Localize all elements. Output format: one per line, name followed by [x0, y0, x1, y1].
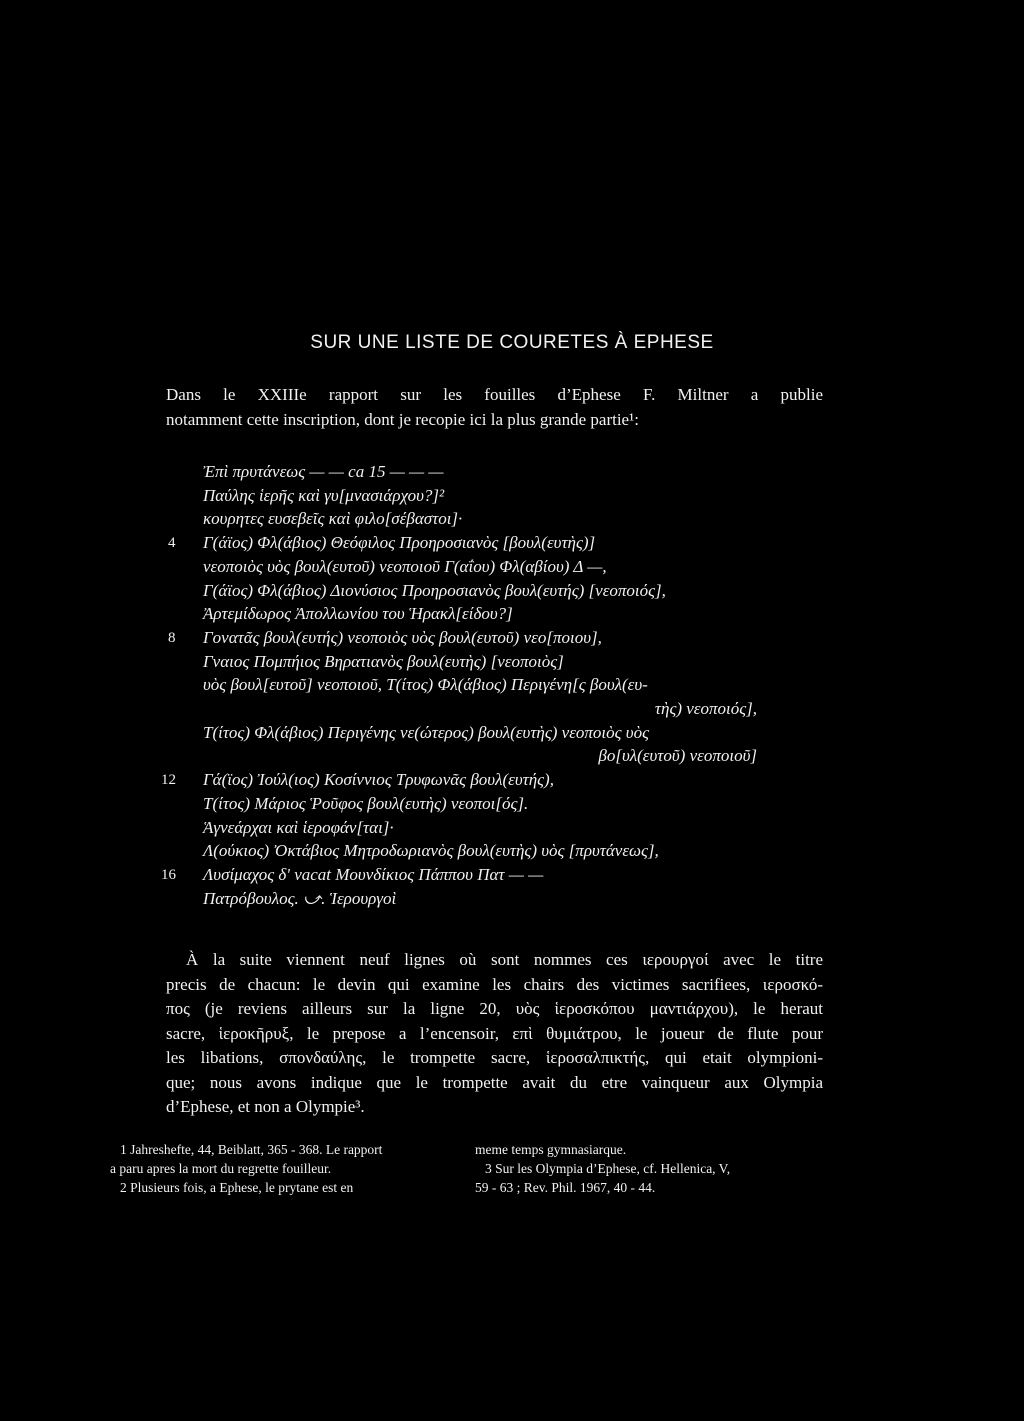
line-number: 16 [161, 866, 176, 883]
inscription-line: βο[υλ(ευτοῦ) νεοποιοῦ] [598, 746, 757, 766]
footnote-left-line: a paru apres la mort du regrette fouilleur. [110, 1161, 332, 1176]
footnote-right-line: 59 - 63 ; Rev. Phil. 1967, 40 - 44. [475, 1180, 656, 1195]
inscription-line: τὴς) νεοποιός], [654, 699, 757, 718]
inscription-line: Παύλης ἱερῆς καὶ γυ[μνασιάρχου?]² [203, 485, 445, 505]
inscription-line: Γά(ϊος) Ἰούλ(ιος) Κοσίννιος Τρυφωνᾶς βουλ(ευτής), [203, 770, 554, 790]
body-line: πος (je reviens ailleurs sur la ligne 20, υὸς ἱεροσκόπου μαντιάρχου), le heraut [166, 999, 823, 1018]
body-line: À la suite viennent neuf lignes où sont nommes ces ιερουργοί avec le titre [186, 950, 823, 969]
body-line: que; nous avons indique que le trompette avait du etre vainqueur aux Olympia [166, 1072, 823, 1092]
intro-line: Dans le XXIIIe rapport sur les fouilles d’Ephese F. Miltner a publie [166, 385, 823, 404]
body-line: precis de chacun: le devin qui examine les chairs des victimes sacrifiees, ιεροσκό- [166, 974, 823, 994]
inscription-line: Λ(ούκιος) Ὀκτάβιος Μητροδωριανὸς βουλ(ευτὴς) υὸς [πρυτάνεως], [203, 841, 659, 861]
footnote-right-line: 3 Sur les Olympia d’Ephese, cf. Hellenica, V, [485, 1161, 731, 1176]
inscription-line: υὸς βουλ[ευτοῦ] νεοποιοῦ, Τ(ίτος) Φλ(άβιος) Περιγένη[ς βουλ(ευ- [203, 675, 648, 695]
inscription-line: νεοποιὸς υὸς βουλ(ευτοῦ) νεοποιοῦ Γ(αΐου) Φλ(αβίου) Δ —, [203, 556, 607, 576]
inscription-line: Τ(ίτος) Φλ(άβιος) Περιγένης νε(ώτερος) βουλ(ευτὴς) νεοποιὸς υὸς [203, 722, 649, 742]
page-title: SUR UNE LISTE DE COURETES À EPHESE [310, 332, 714, 353]
line-number: 12 [161, 772, 176, 789]
body-line: sacre, ἱεροκῆρυξ, le prepose a l’encensoir, επὶ θυμιάτρου, le joueur de flute pour [166, 1023, 823, 1043]
intro-line: notamment cette inscription, dont je recopie ici la plus grande partie¹: [166, 410, 639, 429]
footnote-right-line: meme temps gymnasiarque. [475, 1142, 627, 1157]
inscription-line: Τ(ίτος) Μάριος Ῥοῦφος βουλ(ευτὴς) νεοποι[ός]. [203, 793, 529, 813]
body-line: les libations, σπονδαύλης, le trompette sacre, ἱεροσαλπικτής, qui etait olympioni- [166, 1048, 823, 1067]
inscription-line: Ἁγνεάρχαι καὶ ἱεροφάν[ται]· [203, 817, 394, 837]
footnote-left-line: 1 Jahreshefte, 44, Beiblatt, 365 - 368. Le rapport [120, 1142, 383, 1157]
inscription-line: Πατρόβουλος. ⤻. Ἱερουργοὶ [203, 888, 397, 908]
inscription-line: Γονατᾶς βουλ(ευτής) νεοποιὸς υὸς βουλ(ευτοῦ) νεο[ποιου], [203, 627, 602, 647]
line-number: 4 [168, 535, 176, 552]
inscription-line: Γ(άϊος) Φλ(άβιος) Διονύσιος Προηροσιανὸς βουλ(ευτής) [νεοποιός], [203, 580, 666, 600]
inscription-line: Ἐπὶ πρυτάνεως — — ca 15 — — — [203, 462, 444, 481]
inscription-line: κουρητες ευσεβεῖς καὶ φιλο[σέβαστοι]· [203, 509, 463, 529]
inscription-line: Λυσίμαχος δʹ vacat Μουνδίκιος Πάππου Πατ — — [203, 864, 544, 884]
inscription-line: Γ(άϊος) Φλ(άβιος) Θεόφιλος Προηροσιανὸς [βουλ(ευτὴς)] [203, 533, 596, 553]
inscription-line: Γναιος Πομπήιος Βηρατιανὸς βουλ(ευτὴς) [νεοποιὸς] [203, 651, 564, 671]
line-number: 8 [168, 629, 176, 646]
footnote-left-line: 2 Plusieurs fois, a Ephese, le prytane est en [120, 1180, 354, 1195]
body-line: d’Ephese, et non a Olympie³. [166, 1097, 365, 1116]
inscription-line: Ἀρτεμίδωρος Ἀπολλωνίου του Ἡρακλ[είδου?] [203, 604, 513, 624]
